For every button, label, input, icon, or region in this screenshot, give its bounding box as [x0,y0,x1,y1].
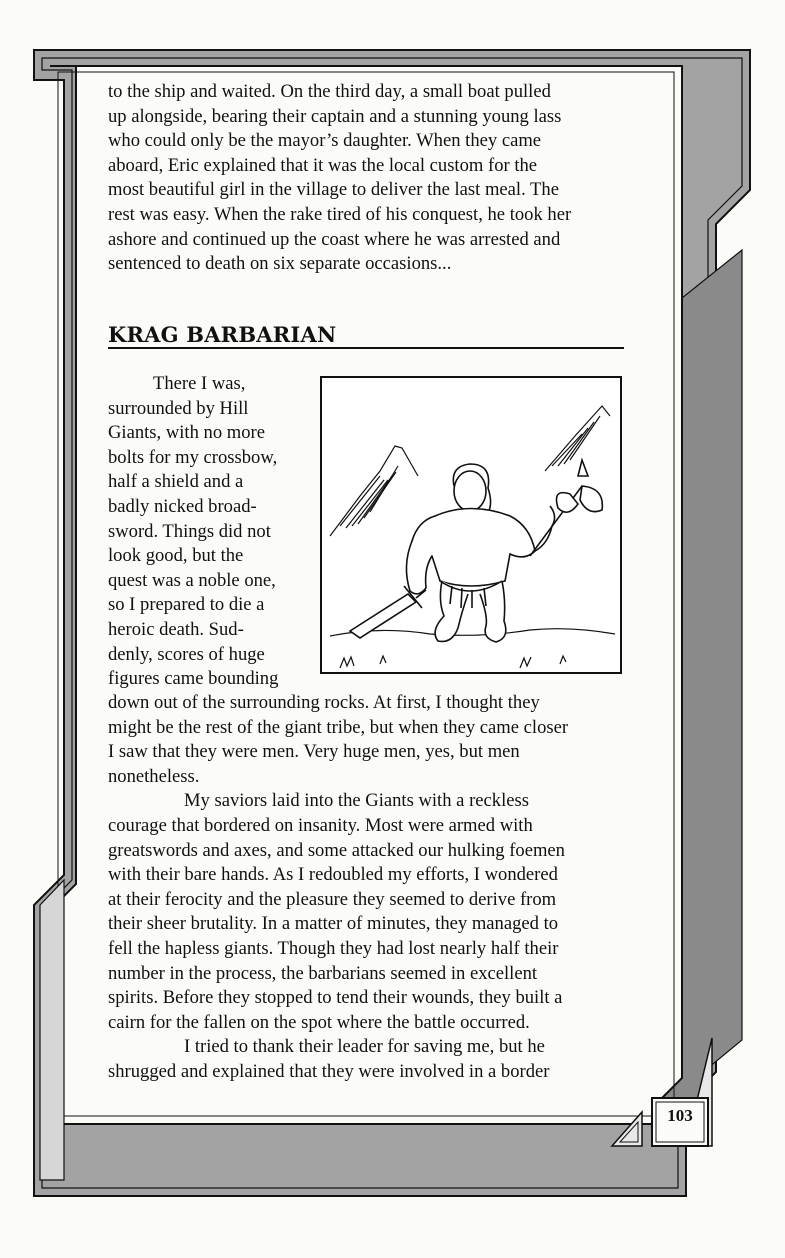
wrapped-paragraph [108,372,278,692]
text-line: I saw that they were men. Very huge men, yes, but men [108,741,520,763]
barbarian-illustration [320,376,622,674]
text-line: Giants, with no more [108,422,265,444]
text-line: figures came bounding [108,668,279,690]
text-line: number in the process, the barbarians seemed in excellent [108,962,538,984]
text-line: bolts for my crossbow, [108,446,278,468]
text-line: My saviors laid into the Giants with a reckless [184,790,529,812]
text-line: who could only be the mayor’s daughter. When they came [108,130,542,152]
text-line: I tried to thank their leader for saving me, but he [184,1036,545,1058]
text-line: look good, but the [108,545,244,567]
text-line: half a shield and a [108,471,244,493]
text-line: rest was easy. When the rake tired of his conquest, he took her [108,203,572,225]
text-line: fell the hapless giants. Though they had lost nearly half their [108,937,559,959]
text-line: cairn for the fallen on the spot where the battle occurred. [108,1011,530,1033]
text-line: so I prepared to die a [108,594,265,616]
text-line: badly nicked broad- [108,495,257,517]
text-line: courage that bordered on insanity. Most were armed with [108,814,533,836]
text-line: might be the rest of the giant tribe, but when they came closer [108,716,569,738]
text-line: sentenced to death on six separate occasions... [108,253,452,275]
section-heading: KRAG BARBARIAN [108,322,337,347]
text-line: nonetheless. [108,765,200,787]
text-line: sword. Things did not [108,520,271,542]
text-line: down out of the surrounding rocks. At first, I thought they [108,692,540,713]
text-line: shrugged and explained that they were involved in a border [108,1060,550,1082]
text-line: spirits. Before they stopped to tend their wounds, they built a [108,987,563,1009]
text-line: with their bare hands. As I redoubled my efforts, I wondered [108,864,558,886]
text-line: to the ship and waited. On the third day, a small boat pulled [108,81,551,102]
text-line: most beautiful girl in the village to deliver the last meal. The [108,179,559,201]
text-line: aboard, Eric explained that it was the local custom for the [108,154,538,176]
text-line: up alongside, bearing their captain and a stunning young lass [108,105,562,127]
heading-rule [108,347,624,349]
body-paragraphs [108,691,568,1085]
page-number: 103 [667,1106,693,1125]
text-line: denly, scores of huge [108,643,265,665]
text-line: ashore and continued up the coast where he was arrested and [108,228,561,250]
text-line: heroic death. Sud- [108,618,244,640]
text-line: at their ferocity and the pleasure they seemed to derive from [108,888,557,910]
text-line: surrounded by Hill [108,397,249,419]
text-line: their sheer brutality. In a matter of minutes, they managed to [108,913,559,935]
text-line: quest was a noble one, [108,569,276,591]
text-line: There I was, [153,373,246,394]
intro-paragraph [108,80,571,277]
text-line: greatswords and axes, and some attacked our hulking foemen [108,839,565,861]
